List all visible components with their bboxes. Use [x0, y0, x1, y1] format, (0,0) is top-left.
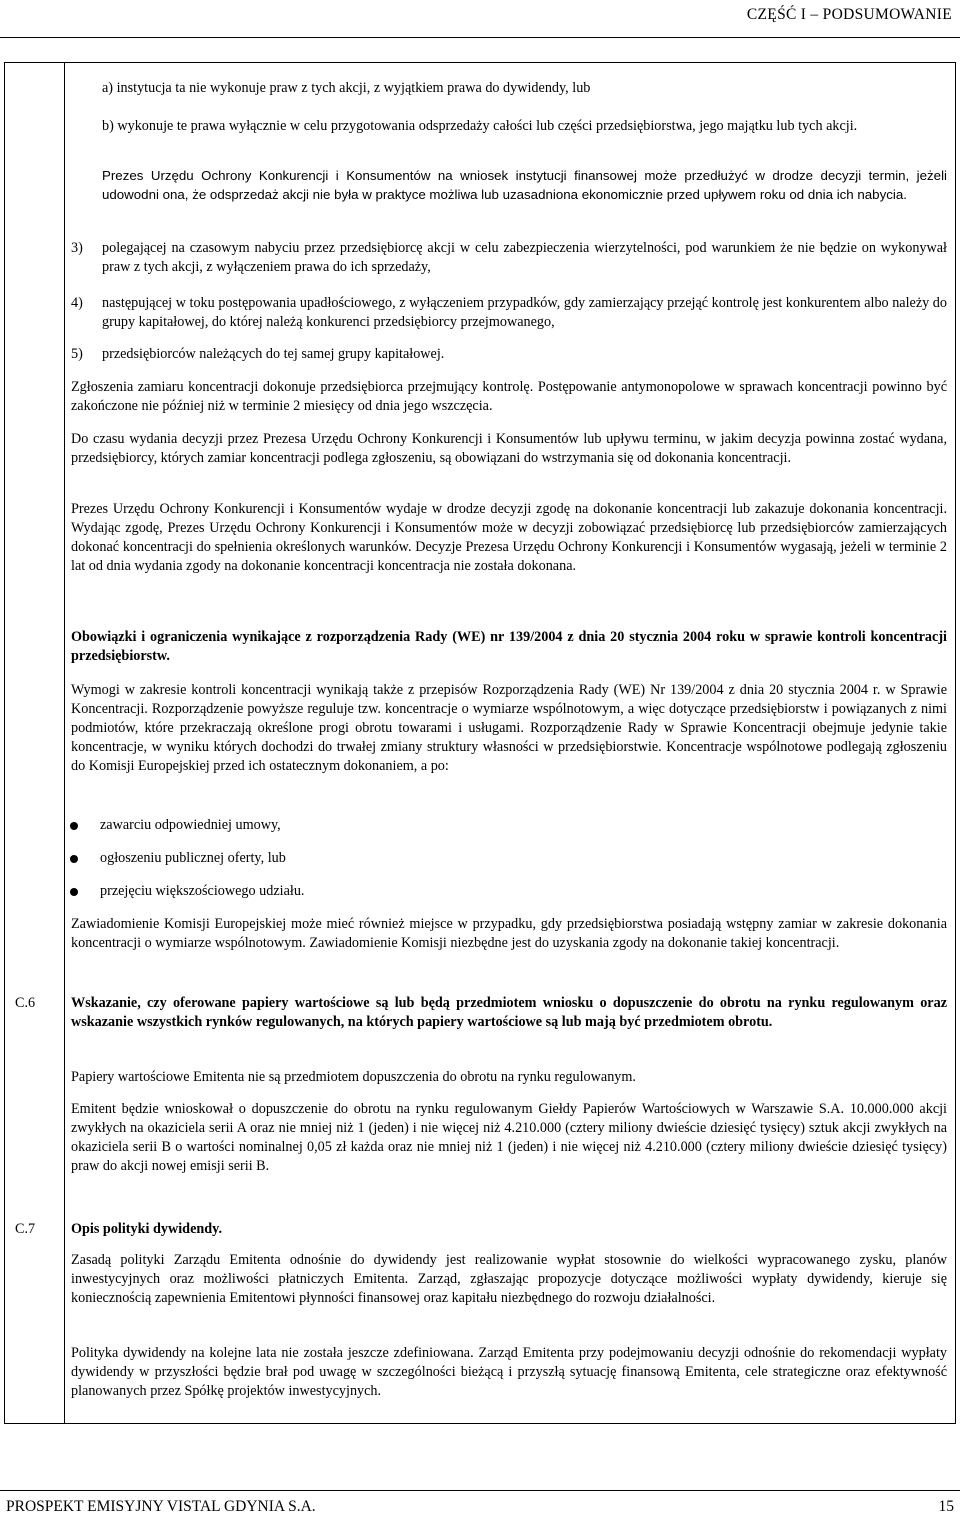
- list-item: ogłoszeniu publicznej oferty, lub: [100, 850, 286, 866]
- item-b: b) wykonuje te prawa wyłącznie w celu przygotowania odsprzedaży całości lub części przedsiębiorstwa, jego majątku lub tych akcji.: [102, 118, 858, 134]
- item-5: przedsiębiorców należących do tej samej grupy kapitałowej.: [102, 346, 445, 362]
- list-item: zawarciu odpowiedniej umowy,: [100, 817, 281, 833]
- item-4: następującej w toku postępowania upadłościowego, z wyłączeniem przypadków, gdy zamierzający przejąć kontrolę jest konkurentem albo należy do grupy kapitałowej, do której należą konkurenci przedsiębiorcy przejmowanego,: [102, 295, 947, 330]
- zawiadomienie-paragraph: Zawiadomienie Komisji Europejskiej może mieć również miejsce w przypadku, gdy przedsiębiorstwa posiadają wstępny zamiar w zakresie dokonania koncentracji o wymiarze wspólnotowym. Zawiadomienie Komisji niezbędne jest do uzyskania zgody na dokonanie takiej koncentracji.: [71, 916, 947, 951]
- item-4-number: 4): [71, 295, 83, 311]
- c6-paragraph-2: Emitent będzie wnioskował o dopuszczenie do obrotu na rynku regulowanym Giełdy Papierów Wartościowych w Warszawie S.A. 10.000.000 akcji zwykłych na okaziciela serii A oraz nie mniej niż 1 (jeden) i nie więcej niż 4.210.000 (cztery miliony dwieście dziesięć tysięcy) sztuk akcji zwykłych na okaziciela serii B o wartości nominalnej 0,05 zł każda oraz nie mniej niż 1 (jeden) i nie więcej niż 4.210.000 (cztery miliony dwieście dziesięć tysięcy) praw do akcji nowej emisji serii B.: [71, 1101, 947, 1174]
- bullet-dot: [70, 822, 78, 830]
- zgloszenia-paragraph: Zgłoszenia zamiaru koncentracji dokonuje przedsiębiorca przejmujący kontrolę. Postępowanie antymonopolowe w sprawach koncentracji powinno być zakończone nie później niż w terminie 2 miesięcy od dnia jego wszczęcia.: [71, 379, 947, 414]
- obowiazki-heading: Obowiązki i ograniczenia wynikające z rozporządzenia Rady (WE) nr 139/2004 z dnia 20 stycznia 2004 roku w sprawie kontroli koncentracji przedsiębiorstw.: [71, 629, 947, 664]
- item-3: polegającej na czasowym nabyciu przez przedsiębiorcę akcji w celu zabezpieczenia wierzytelności, pod warunkiem że nie będzie on wykonywał praw z tych akcji, z wyłączeniem prawa do ich sprzedaży,: [102, 240, 947, 275]
- c6-paragraph-1: Papiery wartościowe Emitenta nie są przedmiotem dopuszczenia do obrotu na rynku regulowanym.: [71, 1069, 636, 1085]
- column-separator: [64, 63, 65, 1423]
- prezes-decision-paragraph: Prezes Urzędu Ochrony Konkurencji i Konsumentów wydaje w drodze decyzji zgodę na dokonanie koncentracji lub zakazuje dokonania koncentracji. Wydając zgodę, Prezes Urzędu Ochrony Konkurencji i Konsumentów może w decyzji zobowiązać przedsiębiorcę lub przedsiębiorców zamierzających dokonać koncentracji do spełnienia określonych warunków. Decyzje Prezesa Urzędu Ochrony Konkurencji i Konsumentów wygasają, jeżeli w terminie 2 lat od dnia wydania zgody na dokonanie koncentracji koncentracja nie została dokonana.: [71, 501, 947, 574]
- page-number: 15: [938, 1498, 954, 1515]
- do-czasu-paragraph: Do czasu wydania decyzji przez Prezesa Urzędu Ochrony Konkurencji i Konsumentów lub upływu terminu, w jakim decyzja powinna zostać wydana, przedsiębiorcy, których zamiar koncentracji podlega zgłoszeniu, są obowiązani do wstrzymania się od dokonania koncentracji.: [71, 431, 947, 466]
- bullet-dot: [70, 888, 78, 896]
- section-label-c7: C.7: [15, 1221, 36, 1237]
- footer-title: PROSPEKT EMISYJNY VISTAL GDYNIA S.A.: [6, 1498, 316, 1515]
- c7-heading: Opis polityki dywidendy.: [71, 1221, 222, 1237]
- item-5-number: 5): [71, 346, 83, 362]
- wymogi-paragraph: Wymogi w zakresie kontroli koncentracji wynikają także z przepisów Rozporządzenia Rady (WE) Nr 139/2004 z dnia 20 stycznia 2004 r. w Sprawie Koncentracji. Rozporządzenie powyższe reguluje tzw. koncentracje o wymiarze wspólnotowym, a więc dotyczące przedsiębiorstw i powiązanych z nimi podmiotów, które przekraczają określone progi obrotu towarami i usługami. Rozporządzenie Rady w Sprawie Koncentracji obejmuje jedynie takie koncentracje, w wyniku których dochodzi do trwałej zmiany struktury własności w przedsiębiorstwie. Koncentracje wspólnotowe podlegają zgłoszeniu do Komisji Europejskiej przed ich ostatecznym dokonaniem, a po:: [71, 682, 947, 774]
- item-3-number: 3): [71, 240, 83, 256]
- section-label-c6: C.6: [15, 995, 36, 1011]
- list-item: przejęciu większościowego udziału.: [100, 883, 305, 899]
- item-a: a) instytucja ta nie wykonuje praw z tych akcji, z wyjątkiem prawa do dywidendy, lub: [102, 80, 591, 96]
- page-footer: [0, 1490, 960, 1517]
- c7-paragraph-2: Polityka dywidendy na kolejne lata nie została jeszcze zdefiniowana. Zarząd Emitenta przy podejmowaniu decyzji odnośnie do rekomendacji wypłaty dywidendy w przyszłości będzie brał pod uwagę w szczególności bieżącą i przyszłą sytuację finansową Emitenta, cele strategiczne oraz efektywność planowanych przez Spółkę projektów inwestycyjnych.: [71, 1345, 947, 1399]
- c7-paragraph-1: Zasadą polityki Zarządu Emitenta odnośnie do dywidendy jest realizowanie wypłat stosownie do wielkości wypracowanego zysku, planów inwestycyjnych oraz możliwości płatniczych Emitenta. Zarząd, zgłaszając propozycje dotyczące możliwości wypłaty dywidendy, kieruje się koniecznością zapewnienia Emitentowi płynności finansowej oraz kapitału niezbędnego do rozwoju działalności.: [71, 1252, 947, 1306]
- c6-heading: Wskazanie, czy oferowane papiery wartościowe są lub będą przedmiotem wniosku o dopuszczenie do obrotu na rynku regulowanym oraz wskazanie wszystkich rynków regulowanych, na których papiery wartościowe są lub mają być przedmiotem obrotu.: [71, 995, 947, 1030]
- header-title: CZĘŚĆ I – PODSUMOWANIE: [746, 6, 952, 23]
- bullet-dot: [70, 855, 78, 863]
- prezes-paragraph: Prezes Urzędu Ochrony Konkurencji i Konsumentów na wniosek instytucji finansowej może przedłużyć w drodze decyzji termin, jeżeli udowodni ona, że odsprzedaż akcji nie była w praktyce możliwa lub uzasadniona ekonomicznie przed upływem roku od dnia ich nabycia.: [102, 168, 947, 202]
- page-header: [0, 0, 960, 38]
